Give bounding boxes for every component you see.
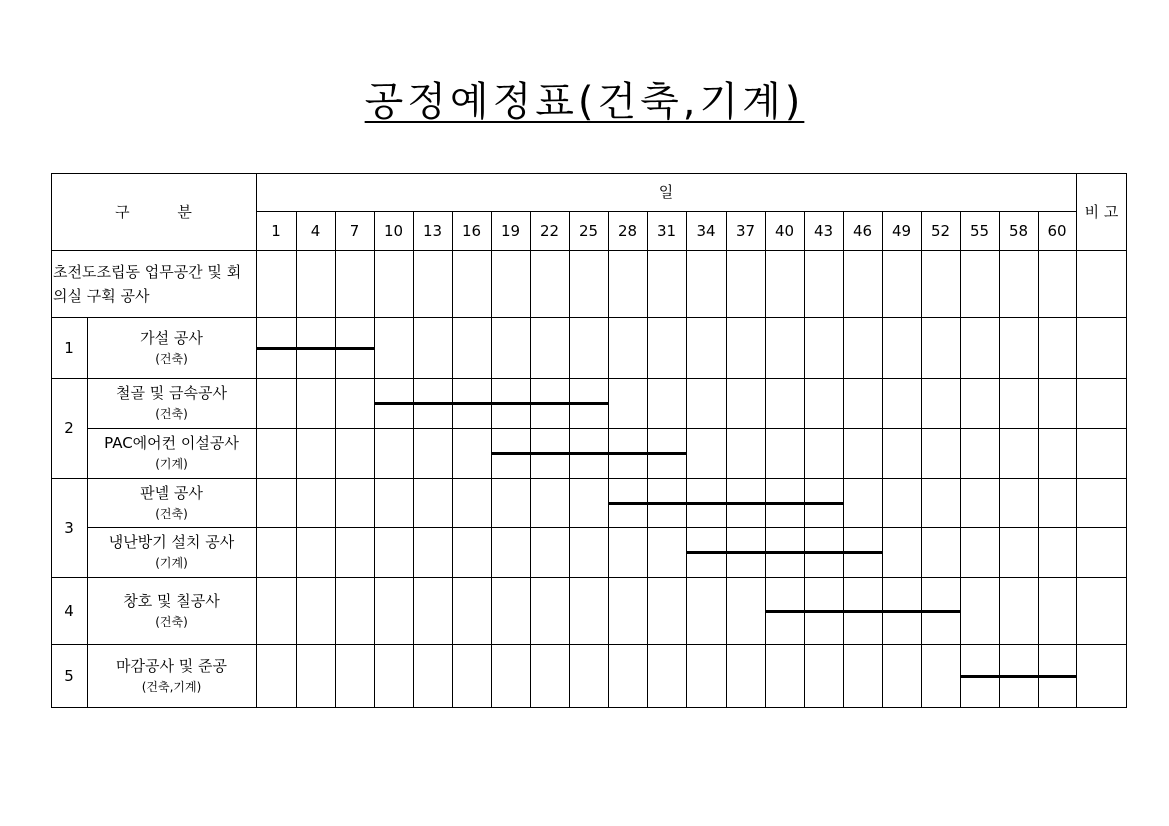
gantt-bar	[608, 502, 843, 505]
day-label: 60	[1047, 221, 1067, 240]
group-number: 1	[64, 338, 74, 357]
task-label	[87, 527, 256, 577]
day-label: 40	[774, 221, 795, 240]
day-column-divider	[530, 211, 531, 708]
day-column-divider	[413, 211, 414, 708]
task-trade: (건축)	[155, 614, 188, 629]
day-column-divider	[491, 211, 492, 708]
day-label: 37	[735, 221, 756, 240]
task-name: 마감공사 및 준공	[116, 657, 227, 676]
task-name: 냉난방기 설치 공사	[108, 533, 235, 552]
group-number: 4	[64, 601, 74, 620]
day-column-divider	[569, 211, 570, 708]
day-label: 52	[930, 221, 951, 240]
task-label	[87, 378, 256, 428]
gantt-bar	[686, 551, 882, 554]
day-column-divider	[647, 211, 648, 708]
group-number: 2	[64, 419, 74, 437]
group-number: 5	[64, 667, 74, 685]
day-label: 16	[461, 221, 482, 240]
day-label: 49	[891, 221, 912, 240]
day-label: 34	[696, 221, 716, 240]
gantt-bar	[765, 610, 960, 613]
day-column-divider	[1038, 211, 1039, 708]
group-number: 3	[64, 518, 74, 537]
task-name: 판넬 공사	[140, 483, 203, 502]
table-border-right	[1126, 173, 1127, 708]
day-label: 1	[271, 221, 281, 240]
gantt-bar	[374, 402, 608, 405]
day-label: 4	[310, 221, 321, 240]
day-label: 7	[349, 221, 360, 240]
day-label: 13	[422, 221, 443, 240]
task-name: 창호 및 칠공사	[123, 591, 220, 610]
remarks-column-divider	[1076, 173, 1077, 708]
task-trade: (건축,기계)	[141, 680, 202, 695]
day-column-divider	[374, 211, 375, 708]
day-column-divider	[726, 211, 727, 708]
day-column-divider	[804, 211, 805, 708]
gantt-bar	[256, 347, 374, 350]
day-label: 10	[383, 221, 404, 240]
project-title: 초전도조립동 업무공간 및 회의실 구획 공사	[53, 262, 242, 305]
category-header: 구 분	[115, 202, 192, 221]
table-border-top	[51, 173, 1127, 174]
day-column-divider	[999, 211, 1000, 708]
day-label: 55	[969, 221, 990, 240]
task-label	[87, 317, 256, 378]
day-column-divider	[960, 211, 961, 708]
remarks-header: 비 고	[1084, 202, 1119, 221]
task-name: PAC에어컨 이설공사	[104, 434, 239, 453]
day-column-divider	[921, 211, 922, 708]
day-label: 31	[656, 221, 677, 240]
task-name: 가설 공사	[140, 328, 203, 347]
gantt-bar	[491, 452, 686, 455]
task-label	[87, 478, 256, 527]
task-trade: (건축)	[155, 407, 188, 422]
task-label	[87, 644, 256, 708]
day-label: 46	[852, 221, 873, 240]
day-column-divider	[686, 211, 687, 708]
day-column-divider	[335, 211, 336, 708]
task-trade: (기계)	[155, 457, 188, 472]
task-label	[87, 577, 256, 644]
task-label	[87, 428, 256, 478]
schedule-table	[51, 173, 1127, 708]
gantt-bar	[960, 675, 1076, 678]
day-column-divider	[608, 211, 609, 708]
day-label: 22	[539, 221, 560, 240]
day-label: 58	[1008, 221, 1029, 240]
day-column-divider	[452, 211, 453, 708]
day-label: 19	[500, 221, 521, 240]
day-column-divider	[765, 211, 766, 708]
header-bottom-line	[51, 250, 1127, 251]
days-header: 일	[658, 183, 674, 201]
task-trade: (건축)	[155, 506, 188, 521]
day-label: 43	[813, 221, 834, 240]
day-column-divider	[882, 211, 883, 708]
category-column-divider	[256, 173, 257, 708]
day-label: 25	[578, 221, 599, 240]
day-column-divider	[296, 211, 297, 708]
task-trade: (건축)	[155, 351, 188, 366]
task-name: 철골 및 금속공사	[116, 384, 227, 403]
task-trade: (기계)	[155, 556, 188, 571]
day-label: 28	[617, 221, 638, 240]
page-title: 공정예정표(건축,기계)	[364, 79, 805, 125]
day-column-divider	[843, 211, 844, 708]
